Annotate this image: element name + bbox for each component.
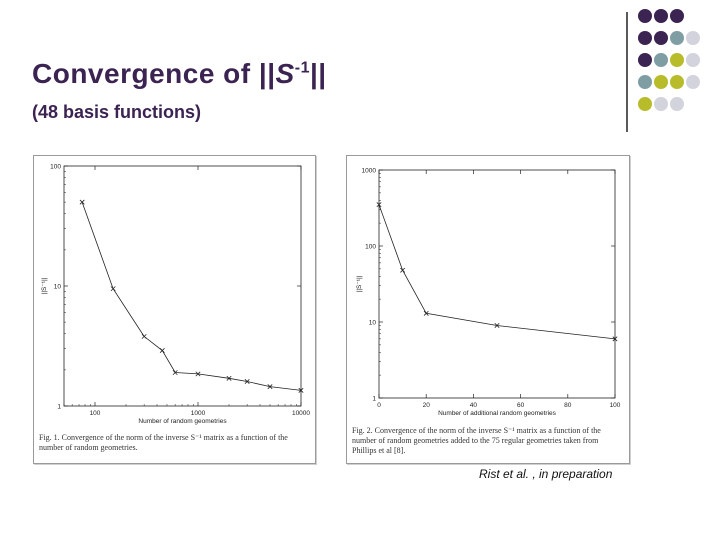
- divider-line: [626, 12, 628, 132]
- title-end: ||: [309, 58, 327, 89]
- decor-dot: [686, 75, 700, 89]
- x-tick-label: 100: [609, 402, 621, 409]
- x-tick-label: 10000: [291, 410, 311, 417]
- slide-title: [32, 58, 327, 90]
- data-point: [142, 334, 146, 338]
- slide-subtitle: (48 basis functions): [32, 102, 202, 122]
- x-tick-label: 100: [89, 410, 101, 417]
- y-tick-label: 10: [368, 319, 376, 327]
- figure-2-panel: [346, 155, 630, 464]
- data-point: [80, 200, 84, 204]
- decor-dot: [686, 31, 700, 45]
- y-tick-label: 1: [57, 403, 61, 411]
- figure-1-caption: Fig. 1. Convergence of the norm of the inverse S⁻¹ matrix as a function of the number of random geometries.: [39, 433, 288, 452]
- title-superscript: -1: [294, 59, 310, 77]
- figure-2-caption: Fig. 2. Convergence of the norm of the inverse S⁻¹ matrix as a function of the number of random geometries added to the 75 regular geometries taken from Phillips et al [8].: [352, 426, 601, 455]
- data-point: [111, 286, 115, 290]
- decor-dot: [670, 75, 684, 89]
- y-tick-label: 100: [50, 163, 61, 171]
- x-tick-label: 80: [564, 402, 572, 409]
- decorative-dot-grid: [637, 8, 717, 118]
- y-tick-label: 10: [53, 283, 61, 291]
- decor-dot: [638, 75, 652, 89]
- y-axis-label: ||S⁻¹||: [41, 277, 48, 295]
- figure-1-panel: [33, 155, 316, 464]
- data-point: [160, 348, 164, 352]
- decor-dot: [670, 53, 684, 67]
- credit-text: Rist et al. , in preparation: [479, 467, 613, 481]
- title-symbol: S: [275, 58, 295, 89]
- decor-dot: [638, 53, 652, 67]
- decor-dot: [654, 97, 668, 111]
- x-axis-label: Number of additional random geometries: [438, 410, 556, 417]
- decor-dot: [670, 31, 684, 45]
- x-tick-label: 0: [377, 402, 381, 409]
- plot-frame: [379, 170, 615, 398]
- x-tick-label: 40: [469, 402, 478, 409]
- series-line: [379, 205, 615, 339]
- decor-dot: [654, 9, 668, 23]
- y-axis-label: ||S⁻¹||: [356, 275, 363, 293]
- x-tick-label: 20: [422, 402, 430, 409]
- decor-dot: [638, 31, 652, 45]
- decor-dot: [654, 31, 668, 45]
- data-point: [400, 268, 404, 272]
- title-text: Convergence of ||: [32, 58, 276, 89]
- decor-dot: [686, 53, 700, 67]
- x-tick-label: 1000: [190, 410, 206, 417]
- y-tick-label: 1: [372, 395, 376, 403]
- series-line: [82, 202, 301, 390]
- plot-frame: [64, 166, 301, 406]
- decor-dot: [670, 9, 684, 23]
- y-tick-label: 1000: [361, 167, 376, 175]
- y-tick-label: 100: [365, 243, 376, 251]
- decor-dot: [638, 97, 652, 111]
- decor-dot: [654, 75, 668, 89]
- chart-1-svg: [34, 156, 315, 425]
- x-axis-label: Number of random geometries: [138, 418, 227, 425]
- chart-2-svg: [347, 156, 629, 418]
- x-tick-label: 60: [516, 402, 525, 409]
- decor-dot: [638, 9, 652, 23]
- decor-dot: [654, 53, 668, 67]
- decor-dot: [670, 97, 684, 111]
